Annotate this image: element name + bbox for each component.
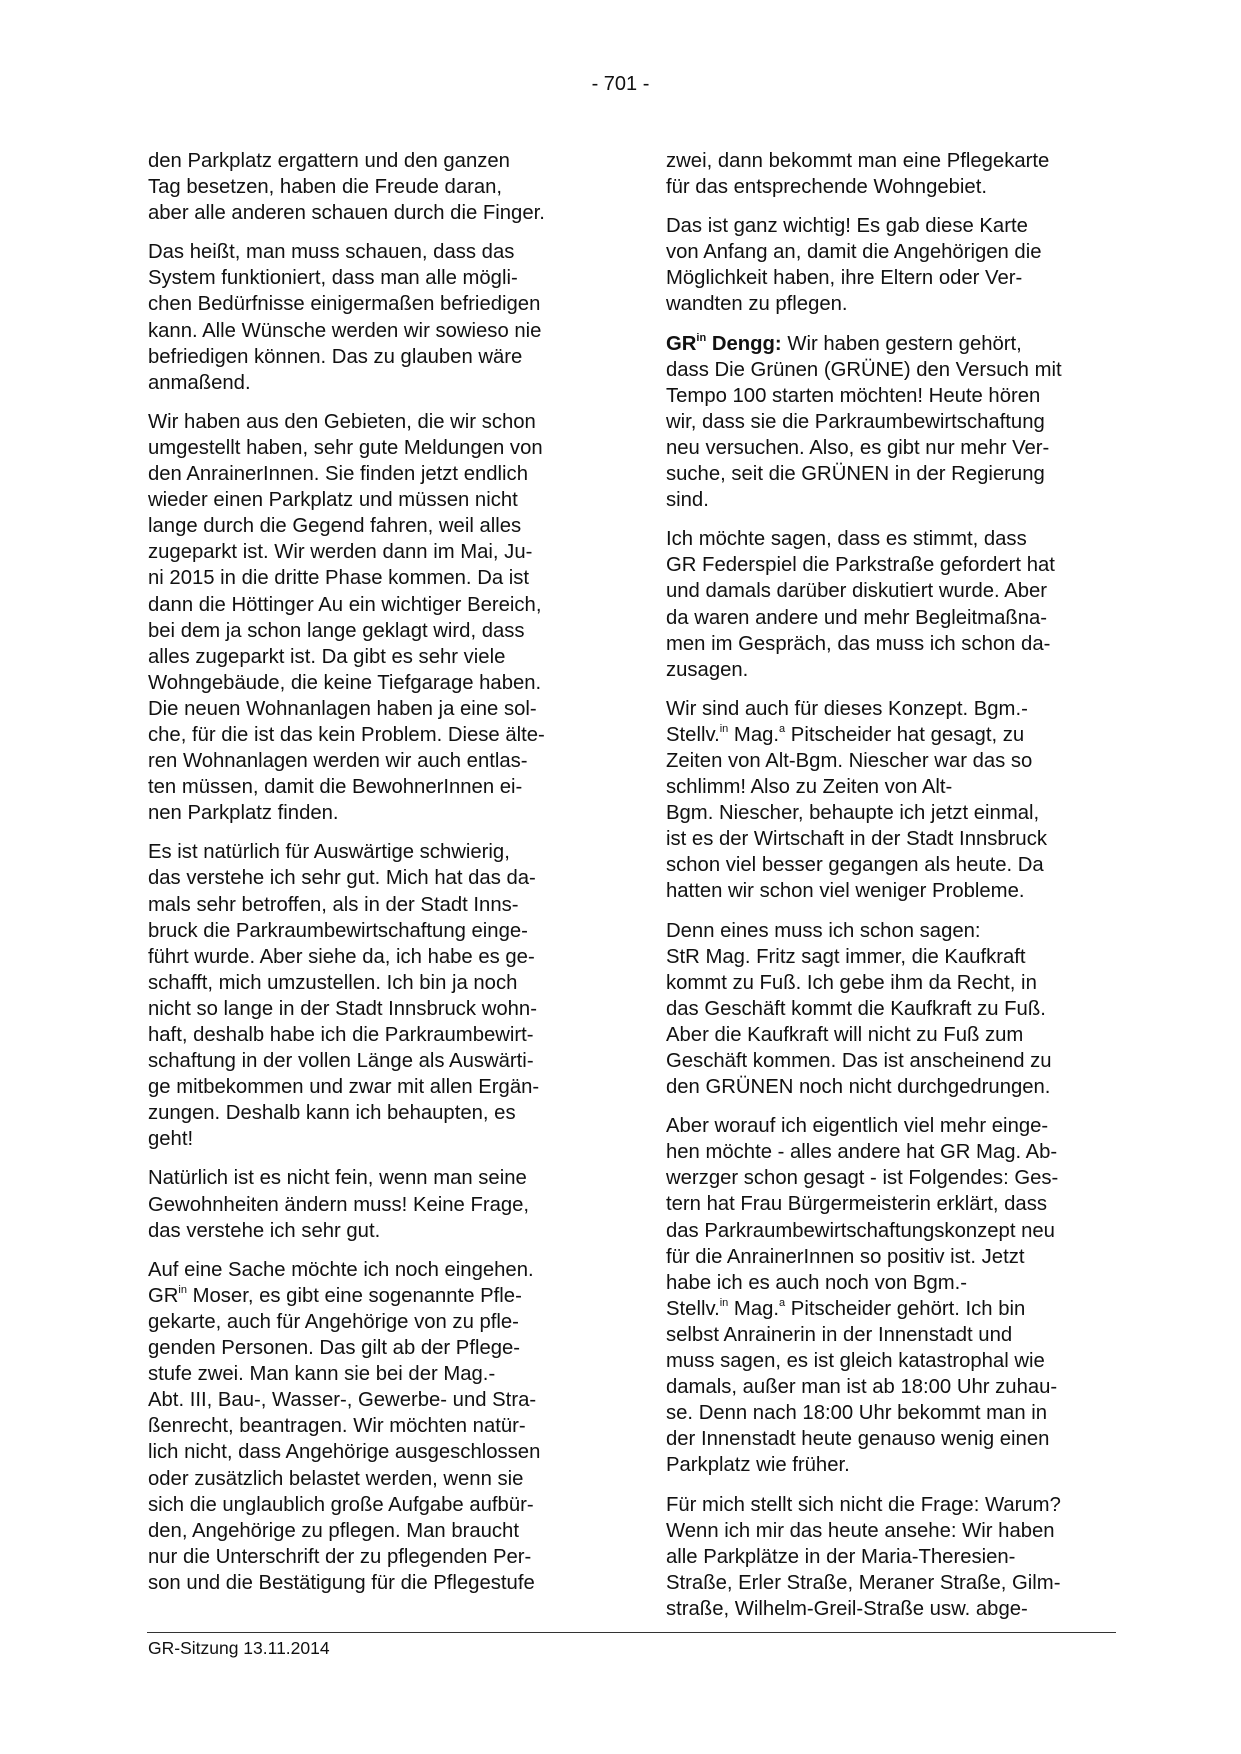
paragraph: Für mich stellt sich nicht die Frage: Warum? Wenn ich mir das heute ansehe: Wir haben alle Parkplätze in der Maria-Theresien- Straße, Erler Straße, Meraner Straße, Gilm- straße, Wilhelm-Greil-Straße usw. abge- [666,1493,1061,1620]
superscript: in [178,1283,187,1296]
paragraph: Das ist ganz wichtig! Es gab diese Karte von Anfang an, damit die Angehörigen die Möglichkeit haben, ihre Eltern oder Ver- wandten zu pflegen. [666,215,1042,316]
paragraph: den Parkplatz ergattern und den ganzen Tag besetzen, haben die Freude daran, aber alle anderen schauen durch die Finger. [148,150,545,225]
paragraph: Natürlich ist es nicht fein, wenn man seine Gewohnheiten ändern muss! Keine Frage, das verstehe ich sehr gut. [148,1167,530,1242]
paragraph: Ich möchte sagen, dass es stimmt, dass GR Federspiel die Parkstraße gefordert hat und damals darüber diskutiert wurde. Aber da waren andere und mehr Begleitmaßna- men im Gespräch, das muss ich schon da- zusagen. [666,528,1055,681]
speaker-paragraph [666,331,1111,514]
footer-text: GR-Sitzung 13.11.2014 [148,1638,330,1658]
speaker-name [666,333,782,355]
footer-divider [147,1632,1116,1633]
text: Moser, es gibt eine sogenannte Pfle- gekarte, auch für Angehörige von zu pfle- genden Personen. Das gilt ab der Pflege- stufe zwei. Man kann sie bei der Mag.- Abt. III, Bau-, Wasser-, Gewerbe- und Stra- ßenrecht, beantragen. Wir möchten natür- lich nicht, dass Angehörige ausgeschlossen oder zusätzlich belastet werden, wenn sie sich die unglaublich große Aufgabe aufbür- den, Angehörige zu pflegen. Man braucht nur die Unterschrift der zu pflegenden Per- son und die Bestätigung für die Pflegestufe [148,1284,541,1594]
text: Wir sind auch für dieses Konzept. Bgm.- Stellv. [666,697,1028,746]
text: Mag. [728,723,780,746]
speaker-surname: Dengg: [706,332,782,355]
text: Pitscheider hat gesagt, zu Zeiten von Alt-Bgm. Niescher war das so schlimm! Also zu Zeiten von Alt- Bgm. Niescher, behaupte ich jetzt einmal, ist es der Wirtschaft in der Stadt Innsbruck schon viel besser gegangen als heute. Da hatten wir schon viel weniger Probleme. [666,723,1047,903]
text: Mag. [728,1297,780,1320]
superscript: a [779,1296,786,1309]
text: Auf eine Sache möchte ich noch eingehen. [148,1258,534,1281]
gr-label: GR [666,332,697,355]
paragraph-pflegekarte [148,1257,593,1596]
speech-text: Wir haben gestern gehört, dass Die Grünen (GRÜNE) den Versuch mit Tempo 100 starten möchten! Heute hören wir, dass sie die Parkraumbewirtschaftung neu versuchen. Also, es gibt nur mehr Ver- suche, seit die GRÜNEN in der Regierung sind. [666,332,1062,512]
paragraph: Es ist natürlich für Auswärtige schwierig, das verstehe ich sehr gut. Mich hat das da- mals sehr betroffen, als in der Stadt Inns- bruck die Parkraumbewirtschaftung einge- führt wurde. Aber siehe da, ich habe es ge- schafft, mich umzustellen. Ich bin ja noch nicht so lange in der Stadt Innsbruck wohn- haft, deshalb habe ich die Parkraumbewirt- schaftung in der vollen Länge als Auswärti- ge mitbekommen und zwar mit allen Ergän- zungen. Deshalb kann ich behaupten, es geht! [148,841,540,1151]
text: Aber worauf ich eigentlich viel mehr einge- hen möchte - alles andere hat GR Mag. Ab- werzger schon gesagt - ist Folgendes: Ges- tern hat Frau Bürgermeisterin erklärt, dass das Parkraumbewirtschaftungskonzept neu für die AnrainerInnen so positiv ist. Jetzt habe ich es auch noch von Bgm.- Stellv. [666,1115,1059,1320]
superscript: a [779,722,786,735]
paragraph: zwei, dann bekommt man eine Pflegekarte für das entsprechende Wohngebiet. [666,150,1050,199]
right-column [666,148,1111,1635]
superscript: in [696,331,707,344]
paragraph: Denn eines muss ich schon sagen: StR Mag. Fritz sagt immer, die Kaufkraft kommt zu Fuß. Ich gebe ihm da Recht, in das Geschäft kommt die Kaufkraft zu Fuß. Aber die Kaufkraft will nicht zu Fuß zum Geschäft kommen. Das ist anscheinend zu den GRÜNEN noch nicht durchgedrungen. [666,919,1052,1099]
superscript: in [719,1296,729,1309]
paragraph-anrainer [666,1113,1111,1478]
paragraph-konzept [666,696,1111,905]
paragraph: Das heißt, man muss schauen, dass das System funktioniert, dass man alle mögli- chen Bedürfnisse einigermaßen befriedigen kann. Alle Wünsche werden wir sowieso nie befriedigen können. Das zu glauben wäre anmaßend. [148,241,542,394]
superscript: in [719,722,729,735]
gr-label: GR [148,1284,179,1307]
page-number: - 701 - [591,73,650,95]
left-column [148,148,593,1609]
paragraph: Wir haben aus den Gebieten, die wir schon umgestellt haben, sehr gute Meldungen von den AnrainerInnen. Sie finden jetzt endlich wieder einen Parkplatz und müssen nicht lange durch die Gegend fahren, weil alles zugeparkt ist. Wir werden dann im Mai, Ju- ni 2015 in die dritte Phase kommen. Da ist dann die Höttinger Au ein wichtiger Bereich, bei dem ja schon lange geklagt wird, dass alles zugeparkt ist. Da gibt es sehr viele Wohngebäude, die keine Tiefgarage haben. Die neuen Wohnanlagen haben ja eine sol- che, für die ist das kein Problem. Diese älte- ren Wohnanlagen werden wir auch entlas- ten müssen, damit die BewohnerInnen ei- nen Parkplatz finden. [148,410,545,825]
text: Pitscheider gehört. Ich bin selbst Anrainerin in der Innenstadt und muss sagen, es ist gleich katastrophal wie damals, außer man ist ab 18:00 Uhr zuhau- se. Denn nach 18:00 Uhr bekommt man in der Innenstadt heute genauso wenig einen Parkplatz wie früher. [666,1297,1058,1477]
